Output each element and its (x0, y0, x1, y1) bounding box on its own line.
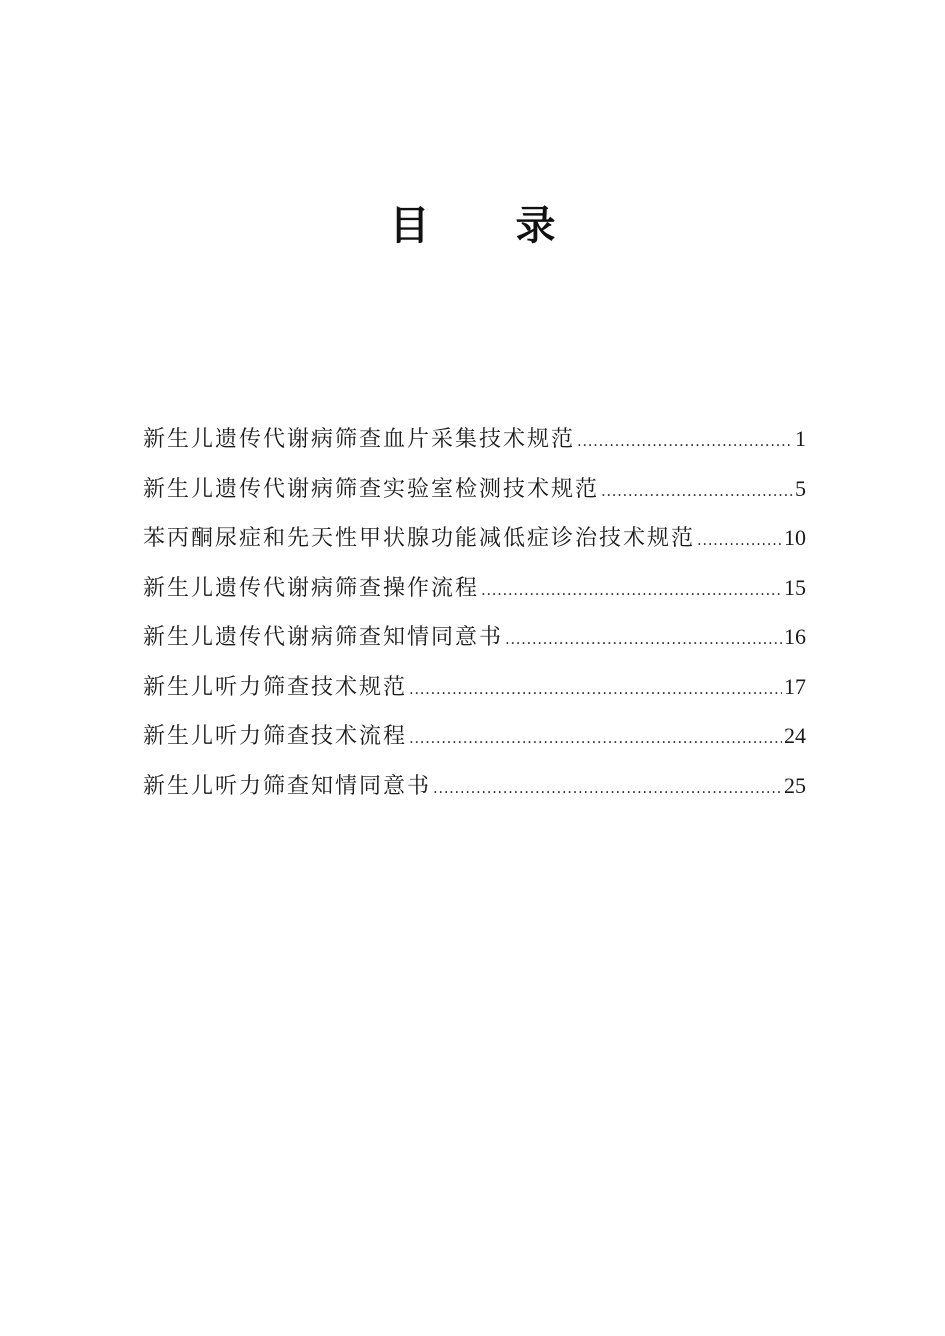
page-title: 目 录 (389, 203, 592, 249)
toc-dot-leader (697, 516, 782, 566)
toc-dot-leader (505, 615, 782, 665)
toc-entry-label: 新生儿遗传代谢病筛查血片采集技术规范 (143, 427, 576, 452)
toc-dot-leader (481, 566, 782, 616)
toc-page-number: 24 (784, 723, 806, 748)
toc-entry[interactable] (143, 761, 806, 811)
toc-entry[interactable] (143, 513, 806, 563)
toc-page-number: 16 (784, 624, 806, 649)
toc-entry-label: 新生儿遗传代谢病筛查实验室检测技术规范 (143, 476, 600, 502)
toc-dot-leader (433, 764, 782, 814)
toc-entry[interactable] (143, 662, 806, 712)
toc-page-number: 25 (784, 772, 806, 798)
toc-dot-leader (409, 665, 782, 715)
toc-entry-label: 新生儿听力筛查知情同意书 (143, 773, 432, 799)
toc-dot-leader (409, 714, 782, 764)
toc-dot-leader (601, 467, 793, 517)
toc-page-number: 10 (784, 525, 806, 550)
toc-entry[interactable] (143, 464, 806, 514)
table-of-contents (143, 414, 806, 810)
toc-page-number: 15 (784, 574, 806, 600)
toc-entry-label: 苯丙酮尿症和先天性甲状腺功能减低症诊治技术规范 (143, 526, 696, 551)
toc-entry[interactable] (143, 414, 806, 464)
toc-page-number: 17 (784, 673, 806, 699)
toc-page-number: 1 (795, 426, 806, 451)
toc-entry[interactable] (143, 563, 806, 613)
toc-entry-label: 新生儿听力筛查技术流程 (143, 724, 408, 749)
toc-entry-label: 新生儿遗传代谢病筛查操作流程 (143, 575, 480, 601)
toc-entry[interactable] (143, 612, 806, 662)
toc-entry[interactable] (143, 711, 806, 761)
toc-entry-label: 新生儿听力筛查技术规范 (143, 674, 408, 700)
toc-page-number: 5 (795, 475, 806, 501)
toc-entry-label: 新生儿遗传代谢病筛查知情同意书 (143, 625, 504, 650)
toc-dot-leader (577, 417, 793, 467)
